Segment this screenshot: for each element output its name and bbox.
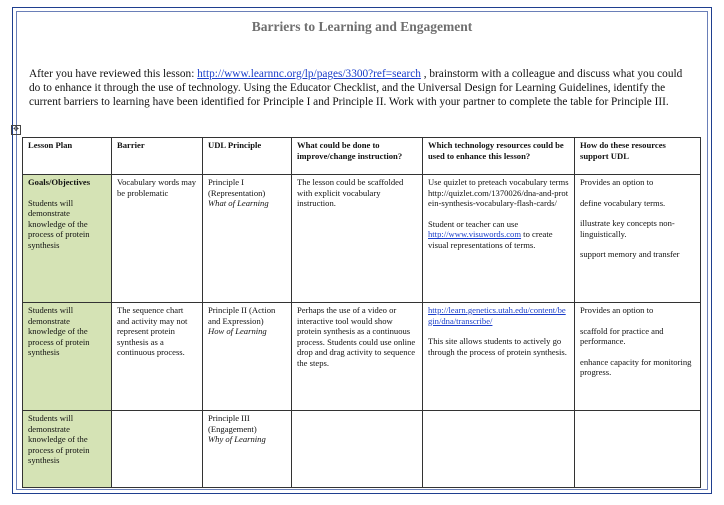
header-improve-instruction: What could be done to improve/change instruction? <box>292 138 423 175</box>
technology-cell <box>423 175 575 303</box>
genetics-link[interactable]: http://learn.genetics.utah.edu/content/begin/dna/transcribe/ <box>428 305 566 326</box>
header-support-udl: How do these resources support UDL <box>575 138 701 175</box>
udl-principle-cell <box>203 303 292 411</box>
header-lesson-plan: Lesson Plan <box>23 138 112 175</box>
support-text-4: support memory and transfer <box>580 249 680 260</box>
support-cell <box>575 175 701 303</box>
header-technology-resources: Which technology resources could be used to enhance this lesson? <box>423 138 575 175</box>
udl-principle-name: Principle III (Engagement) <box>208 413 257 434</box>
support-text-3: illustrate key concepts non-linguistically. <box>580 218 675 239</box>
table-row <box>23 303 701 411</box>
table-row <box>23 175 701 303</box>
header-barrier: Barrier <box>112 138 203 175</box>
table-row <box>23 411 701 488</box>
lesson-plan-cell <box>23 175 112 303</box>
tech-text-2-before: Student or teacher can use <box>428 218 519 229</box>
lesson-plan-cell: Students will demonstrate knowledge of the process of protein synthesis <box>23 303 112 411</box>
udl-table <box>22 137 701 488</box>
document-title: Barriers to Learning and Engagement <box>251 19 473 34</box>
tech-text-2 <box>428 219 569 251</box>
technology-cell[interactable] <box>423 411 575 488</box>
intro-text-before: After you have reviewed this lesson: <box>29 68 198 80</box>
barrier-cell[interactable] <box>112 411 203 488</box>
support-text-1: Provides an option to <box>580 177 654 187</box>
tech-text-1: Use quizlet to preteach vocabulary terms http://quizlet.com/1370026/dna-and-protein-synthesis-vocabulary-flash-cards/ <box>428 177 569 209</box>
barrier-cell: The sequence chart and activity may not represent protein synthesis as a continuous process. <box>112 303 203 411</box>
tech-text-2: This site allows students to actively go through the process of protein synthesis. <box>428 336 567 357</box>
header-udl-principle: UDL Principle <box>203 138 292 175</box>
move-handle-icon[interactable]: ✥ <box>11 125 21 135</box>
lesson-link[interactable]: http://www.learnnc.org/lp/pages/3300?ref=search <box>197 68 421 80</box>
visuwords-link[interactable]: http://www.visuwords.com <box>428 229 522 240</box>
support-text-2: define vocabulary terms. <box>580 197 666 208</box>
udl-principle-cell <box>203 411 292 488</box>
improve-cell[interactable] <box>292 411 423 488</box>
support-text-1: Provides an option to <box>580 305 654 315</box>
udl-principle-name: Principle II (Action and Expression) <box>208 305 276 326</box>
goals-heading: Goals/Objectives <box>28 177 91 187</box>
support-cell[interactable] <box>575 411 701 488</box>
table-header-row <box>23 138 701 175</box>
udl-principle-cell <box>203 175 292 303</box>
intro-paragraph <box>29 67 689 110</box>
improve-cell: The lesson could be scaffolded with explicit vocabulary instruction. <box>292 175 423 303</box>
barrier-cell: Vocabulary words may be problematic <box>112 175 203 303</box>
lesson-plan-cell: Students will demonstrate knowledge of the process of protein synthesis <box>23 411 112 488</box>
support-text-2: scaffold for practice and performance. <box>580 325 664 347</box>
udl-principle-subtitle: How of Learning <box>208 326 267 337</box>
udl-principle-subtitle: What of Learning <box>208 198 269 209</box>
support-text-3: enhance capacity for monitoring progress. <box>580 356 692 378</box>
tech-text-2-after: to create visual representations of terms. <box>428 229 553 250</box>
udl-principle-name: Principle I (Representation) <box>208 177 266 198</box>
support-cell <box>575 303 701 411</box>
lesson-text: Students will demonstrate knowledge of the process of protein synthesis <box>28 197 90 250</box>
improve-cell: Perhaps the use of a video or interactive tool would show protein synthesis as a continuous process. Students could use online drop and drag activity to sequence the steps. <box>292 303 423 411</box>
technology-cell <box>423 303 575 411</box>
intro-text-after: , brainstorm with a colleague and discuss what you could do to enhance it through the use of technology. Using the Educator Checklist, and the Universal Design for Learning Guidelines, identify the current barriers to learning have been identified for Principle I and Principle II. Work with your partner to complete the table for Principle III. <box>29 68 683 109</box>
udl-principle-subtitle: Why of Learning <box>208 434 266 445</box>
